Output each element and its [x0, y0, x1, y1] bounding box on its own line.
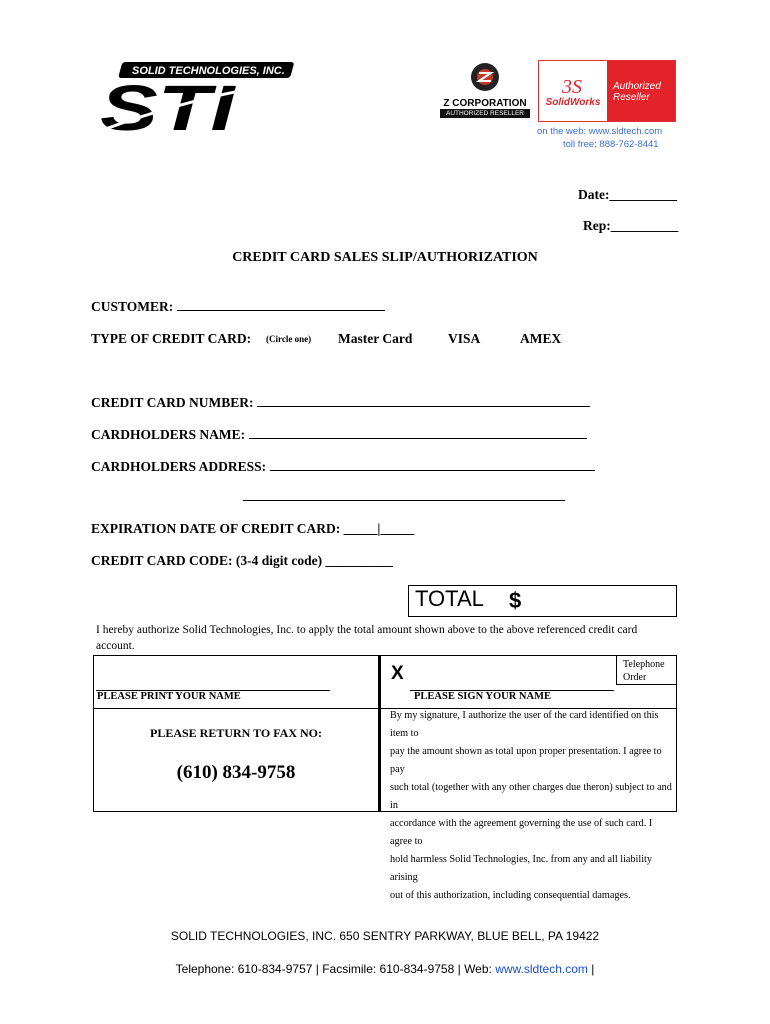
logo-mark: STI [100, 72, 235, 145]
holder-address-line2[interactable] [243, 500, 565, 501]
customer-label: CUSTOMER: [91, 299, 174, 314]
card-number-label: CREDIT CARD NUMBER: [91, 395, 254, 410]
holder-name-label: CARDHOLDERS NAME: [91, 427, 246, 442]
solidworks-logo [538, 60, 676, 122]
footer-web-link[interactable]: www.sldtech.com [495, 962, 588, 976]
total-box[interactable] [408, 585, 677, 617]
footer-contact-text: Telephone: 610-834-9757 | Facsimile: 610-834-9758 | Web: [175, 962, 496, 976]
code-input[interactable]: __________ [325, 553, 393, 568]
circle-one-note: (Circle one) [266, 334, 312, 344]
disclaimer-line: accordance with the agreement governing the use of such card. I agree to [390, 818, 653, 847]
card-number-input[interactable] [257, 394, 590, 407]
holder-address-label: CARDHOLDERS ADDRESS: [91, 459, 267, 474]
holder-name-row [91, 426, 587, 443]
customer-row [91, 298, 385, 315]
expiration-input[interactable]: _____|_____ [343, 521, 415, 536]
sw-brand: SolidWorks [545, 96, 601, 108]
code-row [91, 553, 393, 569]
holder-address-input[interactable] [270, 458, 595, 471]
zcorp-logo [440, 62, 530, 118]
disclaimer [390, 707, 676, 905]
disclaimer-line: hold harmless Solid Technologies, Inc. from any and all liability arising [390, 854, 652, 883]
web-line: on the web: www.sldtech.com [537, 126, 663, 137]
card-option-amex[interactable]: AMEX [520, 331, 562, 346]
total-currency: $ [509, 588, 522, 613]
zcorp-emblem-icon [470, 62, 500, 92]
zcorp-name: Z CORPORATION [443, 98, 527, 109]
total-label: TOTAL [415, 586, 484, 611]
rep-field[interactable]: Rep:__________ [583, 218, 679, 233]
telephone-order[interactable]: Telephone Order [623, 659, 665, 683]
print-name-label: PLEASE PRINT YOUR NAME [97, 691, 241, 702]
disclaimer-line: out of this authorization, including consequential damages. [390, 890, 631, 901]
disclaimer-line: By my signature, I authorize the user of the card identified on this item to [390, 710, 659, 739]
footer-address: SOLID TECHNOLOGIES, INC. 650 SENTRY PARKWAY, BLUE BELL, PA 19422 [170, 929, 600, 943]
sign-label: PLEASE SIGN YOUR NAME [414, 691, 552, 702]
zcorp-sub: AUTHORIZED RESELLER [440, 109, 530, 118]
card-option-mastercard[interactable]: Master Card [338, 331, 413, 346]
expiration-row [91, 521, 414, 537]
footer-contact-suffix: | [587, 962, 595, 976]
svg-text:3S: 3S [562, 75, 582, 97]
grid-divider-small [616, 656, 617, 684]
sti-logo [92, 56, 302, 151]
logo-text: SOLID TECHNOLOGIES, INC. [132, 65, 285, 77]
code-label: CREDIT CARD CODE: (3-4 digit code) [91, 553, 323, 568]
date-field[interactable]: Date:__________ [578, 187, 677, 202]
fax-label: PLEASE RETURN TO FAX NO: [149, 726, 323, 740]
signature-grid [93, 655, 677, 901]
fax-number: (610) 834-9758 [176, 762, 296, 783]
holder-name-input[interactable] [249, 426, 587, 439]
disclaimer-line: pay the amount shown as total upon proper presentation. I agree to pay [390, 746, 662, 775]
customer-input[interactable] [177, 298, 385, 311]
card-option-visa[interactable]: VISA [448, 331, 481, 346]
toll-line: toll free: 888-762-8441 [563, 139, 659, 150]
disclaimer-line: such total (together with any other charges due theron) subject to and in [390, 782, 672, 811]
sign-mark: X [391, 663, 404, 684]
grid-divider [378, 656, 381, 811]
expiration-label: EXPIRATION DATE OF CREDIT CARD: [91, 521, 341, 536]
card-number-row [91, 394, 590, 411]
page-title: CREDIT CARD SALES SLIP/AUTHORIZATION [232, 250, 538, 265]
sw-badge: Authorized Reseller [607, 61, 675, 121]
card-type-label: TYPE OF CREDIT CARD: [91, 331, 252, 346]
solidworks-ds-icon [562, 75, 584, 97]
holder-address-row [91, 458, 595, 475]
authorization-text: I hereby authorize Solid Technologies, Inc. to apply the total amount shown above to the above referenced credit card account. [96, 624, 638, 652]
footer-contact [0, 962, 770, 976]
grid-divider-small-h [616, 684, 676, 685]
